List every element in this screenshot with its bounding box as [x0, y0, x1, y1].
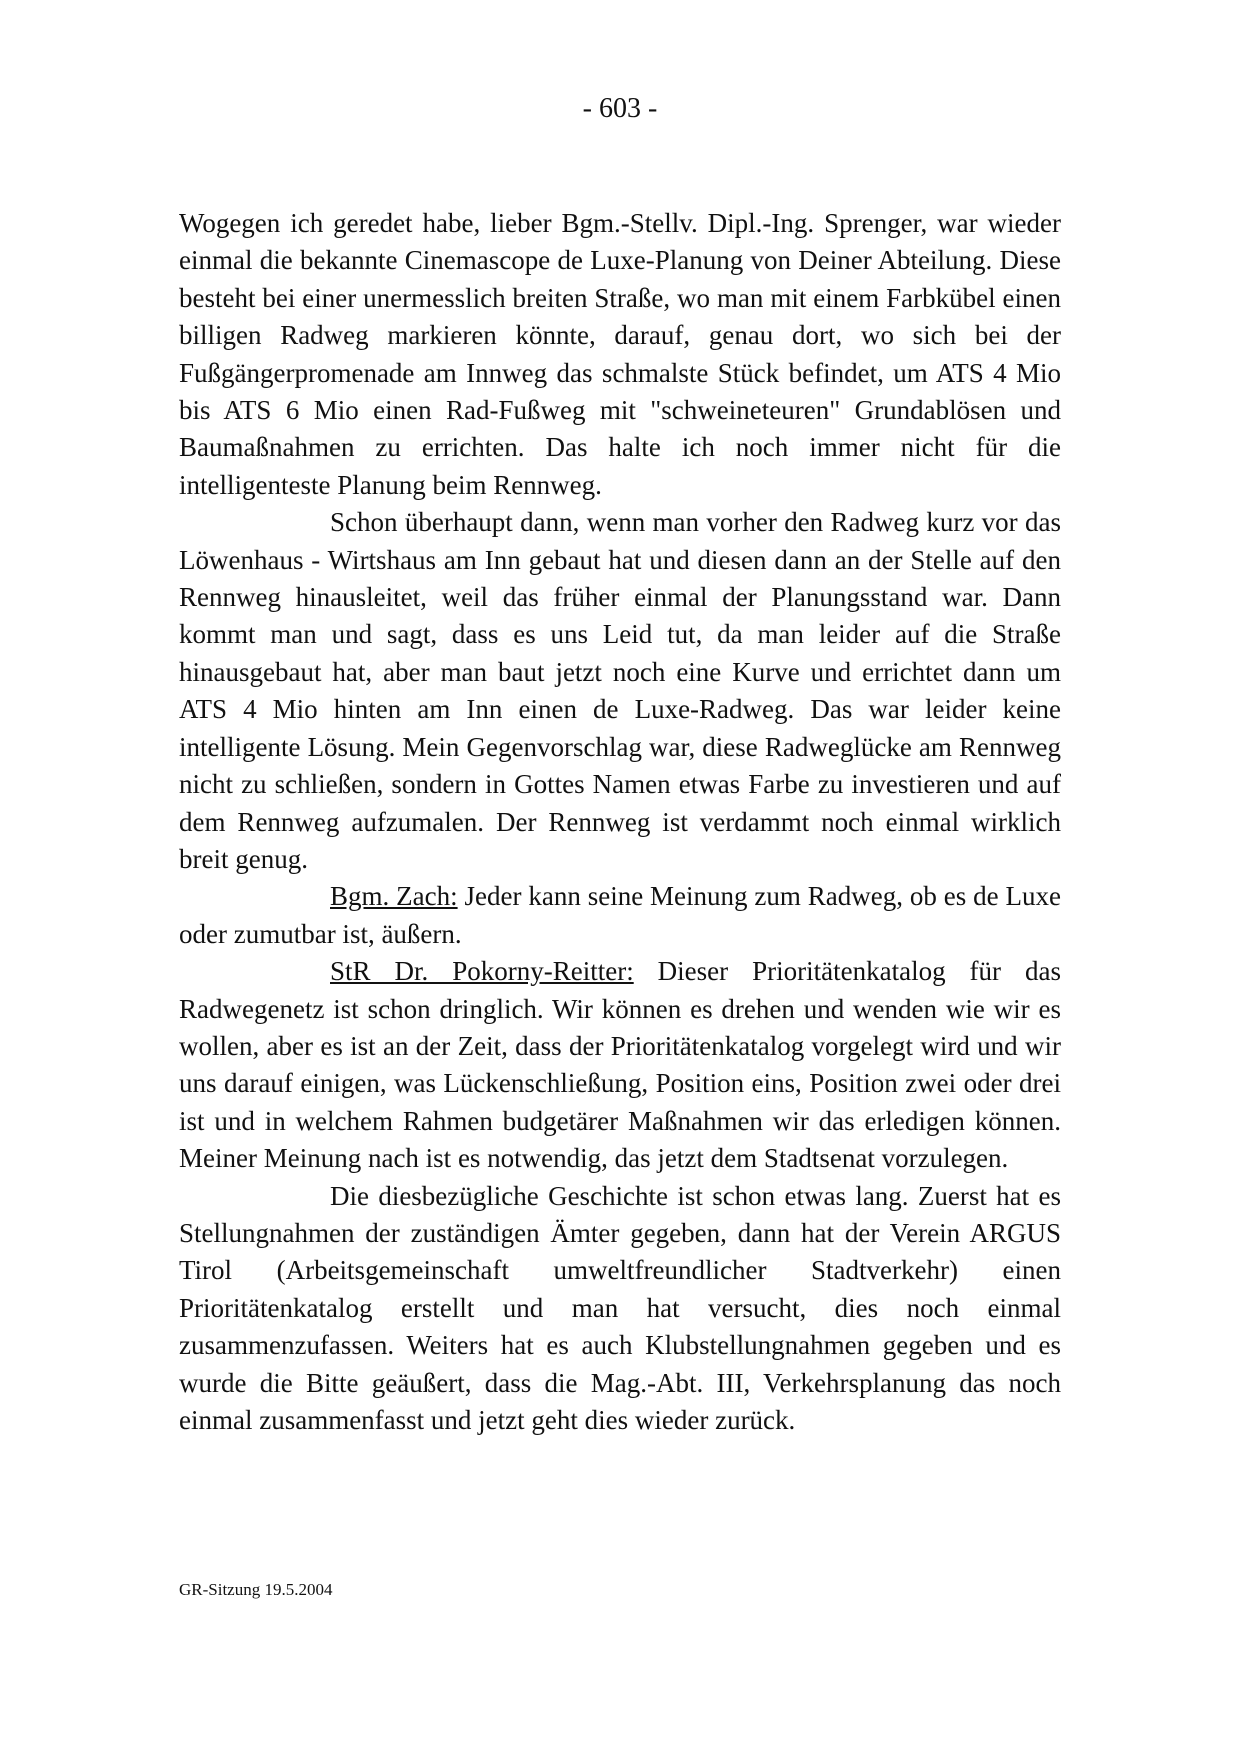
paragraph-3 [179, 878, 1061, 953]
paragraph-2 [179, 504, 1061, 878]
paragraph-text: Jeder kann seine Meinung zum Radweg, ob es de Luxe oder zumutbar ist, äußern. [179, 881, 1061, 949]
paragraph-5 [179, 1178, 1061, 1440]
paragraph-text: Wogegen ich geredet habe, lieber Bgm.-Stellv. Dipl.-Ing. Sprenger, war wieder einmal die bekannte Cinemascope de Luxe-Planung von Deiner Abteilung. Diese besteht bei einer unermesslich breiten Straße, wo man mit einem Farbkübel einen billigen Radweg markieren könnte, darauf, genau dort, wo sich bei der Fußgängerpromenade am Innweg das schmalste Stück befindet, um ATS 4 Mio bis ATS 6 Mio einen Rad-Fußweg mit "schweineteuren" Grundablösen und Baumaßnahmen zu errichten. Das halte ich noch immer nicht für die intelligenteste Planung beim Rennweg. [179, 208, 1061, 500]
speaker-name: StR Dr. Pokorny-Reitter: [330, 956, 634, 987]
body-text [179, 205, 1061, 1439]
paragraph-4 [179, 953, 1061, 1177]
paragraph-text: Dieser Prioritätenkatalog für das Radwegenetz ist schon dringlich. Wir können es drehen und wenden wie wir es wollen, aber es ist an der Zeit, dass der Prioritätenkatalog vorgelegt wird und wir uns darauf einigen, was Lückenschließung, Position eins, Position zwei oder drei ist und in welchem Rahmen budgetärer Maßnahmen wir das erledigen können. Meiner Meinung nach ist es notwendig, das jetzt dem Stadtsenat vorzulegen. [179, 956, 1061, 1174]
paragraph-1 [179, 205, 1061, 504]
paragraph-text: Die diesbezügliche Geschichte ist schon etwas lang. Zuerst hat es Stellungnahmen der zuständigen Ämter gegeben, dann hat der Verein ARGUS Tirol (Arbeitsgemeinschaft umweltfreundlicher Stadtverkehr) einen Prioritätenkatalog erstellt und man hat versucht, dies noch einmal zusammenzufassen. Weiters hat es auch Klubstellungnahmen gegeben und es wurde die Bitte geäußert, dass die Mag.-Abt. III, Verkehrsplanung das noch einmal zusammenfasst und jetzt geht dies wieder zurück. [179, 1180, 1061, 1435]
footer-session-label: GR-Sitzung 19.5.2004 [179, 1580, 333, 1599]
paragraph-text: Schon überhaupt dann, wenn man vorher den Radweg kurz vor das Löwenhaus - Wirtshaus am Inn gebaut hat und diesen dann an der Stelle auf den Rennweg hinausleitet, weil das früher einmal der Planungsstand war. Dann kommt man und sagt, dass es uns Leid tut, da man leider auf die Straße hinausgebaut hat, aber man baut jetzt noch eine Kurve und errichtet dann um ATS 4 Mio hinten am Inn einen de Luxe-Radweg. Das war leider keine intelligente Lösung. Mein Gegenvorschlag war, diese Radweglücke am Rennweg nicht zu schließen, sondern in Gottes Namen etwas Farbe zu investieren und auf dem Rennweg aufzumalen. Der Rennweg ist verdammt noch einmal wirklich breit genug. [179, 507, 1061, 874]
speaker-name: Bgm. Zach: [330, 881, 458, 912]
page-number: - 603 - [582, 93, 658, 124]
